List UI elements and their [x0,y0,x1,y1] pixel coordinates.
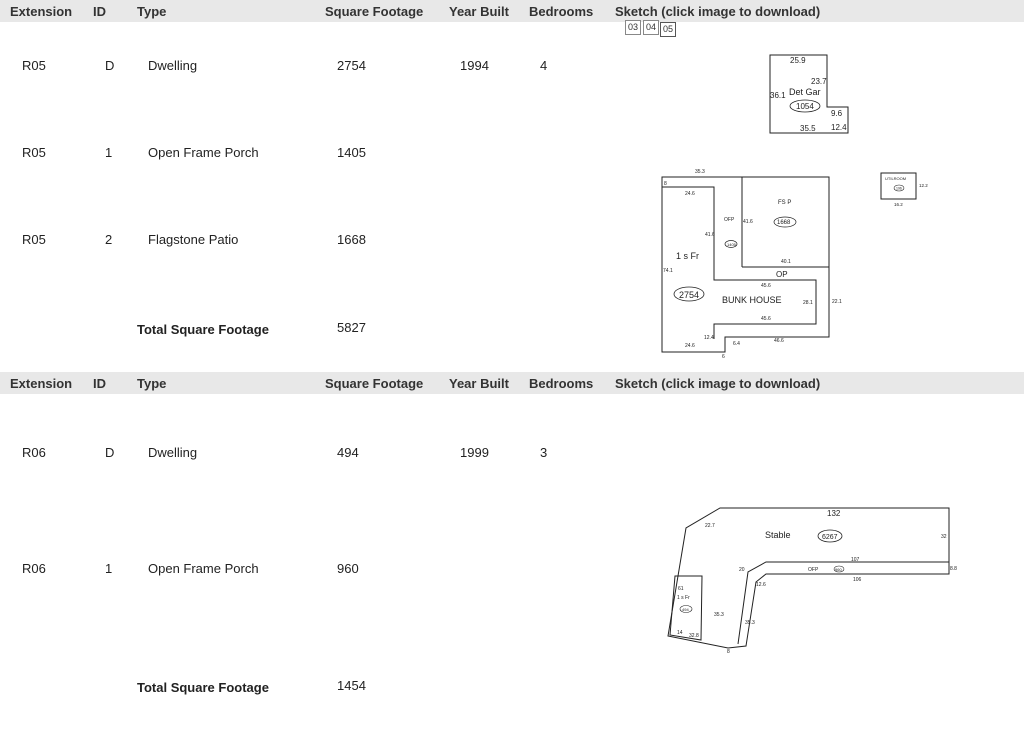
table-header-1 [0,0,1024,22]
cell-id: D [105,445,115,460]
total-square-footage-value: 5827 [337,320,366,335]
dim-label: 46.6 [774,338,784,344]
cell-type: Flagstone Patio [148,232,239,247]
cell-type: Open Frame Porch [148,145,259,160]
dim-label: 32.8 [689,633,699,639]
room-label: 1 s Fr [676,251,700,261]
cell-year-built: 1999 [460,445,489,460]
table-header-2 [0,372,1024,394]
dim-label: 6 [722,354,725,360]
room-label: 1 s Fr [677,595,690,601]
header-sketch: Sketch (click image to download) [615,4,821,19]
cell-extension: R05 [22,145,46,160]
utility-room-sketch[interactable] [878,170,938,210]
dim-label: 41.6 [705,232,715,238]
dim-label: 20 [739,567,745,573]
dim-label: 41.6 [743,219,753,225]
total-square-footage-label: Total Square Footage [137,322,269,337]
dim-label: 35.3 [745,620,755,626]
area-label: 1668 [777,220,791,226]
header-extension: Extension [10,376,73,391]
garage-sketch[interactable] [760,50,860,140]
dim-label: 35.3 [695,169,705,175]
cell-year-built: 1994 [460,58,489,73]
header-id: ID [93,4,106,19]
header-type: Type [137,376,167,391]
total-square-footage-label: Total Square Footage [137,680,269,695]
header-square-footage: Square Footage [325,4,424,19]
cell-id: D [105,58,115,73]
header-sketch: Sketch (click image to download) [615,376,821,391]
area-label: 196 [896,186,902,191]
room-label: FS P [778,200,792,206]
dim-label: 40.1 [781,259,791,265]
dim-label: 12.6 [756,582,766,588]
room-label: Det Gar [789,87,821,97]
room-label: OFP [808,567,819,573]
dim-label: 23.7 [811,77,827,86]
dim-label: 22.7 [705,523,715,529]
area-label: 960 [835,567,842,572]
header-year-built: Year Built [449,376,509,391]
header-square-footage: Square Footage [325,376,424,391]
dim-label: 35.3 [714,612,724,618]
house-sketch[interactable] [655,165,855,365]
cell-type: Open Frame Porch [148,561,259,576]
dim-label: 8 [664,181,667,187]
dim-label: 12.4 [831,123,847,132]
dim-label: 45.6 [761,316,771,322]
room-label: Stable [765,530,791,540]
cell-bedrooms: 3 [540,445,548,460]
dim-label: 14 [677,630,683,636]
dim-label: 6.4 [733,341,740,347]
room-label: BUNK HOUSE [722,295,782,305]
room-label: UTILROOM [885,176,907,181]
dim-label: 106 [853,577,862,583]
cell-id: 1 [105,561,113,576]
area-label: 6267 [822,534,838,541]
dim-label: 12.4 [704,335,714,341]
cell-extension: R06 [22,561,46,576]
dim-label: 16.2 [894,202,903,207]
room-label: OP [776,270,788,279]
page-tab-03[interactable]: 03 [625,20,641,35]
dim-label: 28.1 [803,300,813,306]
area-label: 1054 [796,102,814,111]
dim-label: 8.8 [950,566,957,572]
dim-label: 24.6 [685,191,695,197]
dim-label: 35.5 [800,124,816,133]
dim-label: 61 [678,586,684,592]
dim-label: 24.6 [685,343,695,349]
total-square-footage-value: 1454 [337,678,366,693]
room-label: OFP [724,217,735,223]
cell-type: Dwelling [148,445,198,460]
cell-extension: R05 [22,58,46,73]
cell-square-footage: 960 [337,561,359,576]
cell-id: 1 [105,145,113,160]
dim-label: 45.6 [761,283,771,289]
dim-label: 22.1 [832,299,842,305]
cell-square-footage: 494 [337,445,359,460]
dim-label: 25.9 [790,56,806,65]
dim-label: 74.1 [663,268,673,274]
cell-square-footage: 2754 [337,58,366,73]
header-id: ID [93,376,106,391]
cell-type: Dwelling [148,58,198,73]
header-type: Type [137,4,167,19]
cell-extension: R05 [22,232,46,247]
area-label: 494 [682,607,689,612]
cell-square-footage: 1405 [337,145,366,160]
stable-sketch[interactable] [660,500,970,660]
dim-label: 8 [727,649,730,655]
header-bedrooms: Bedrooms [529,376,594,391]
dim-label: 32 [941,534,947,540]
header-year-built: Year Built [449,4,509,19]
page-tab-05[interactable]: 05 [660,22,676,37]
area-label: 2754 [679,290,700,300]
cell-id: 2 [105,232,113,247]
header-extension: Extension [10,4,73,19]
dim-label: 132 [827,509,841,518]
dim-label: 107 [851,557,860,563]
area-label: 1405 [727,242,736,247]
dim-label: 36.1 [770,91,786,100]
cell-bedrooms: 4 [540,58,548,73]
dim-label: 9.6 [831,109,843,118]
page-tab-04[interactable]: 04 [643,20,659,35]
cell-extension: R06 [22,445,46,460]
header-bedrooms: Bedrooms [529,4,594,19]
dim-label: 12.2 [919,183,928,188]
cell-square-footage: 1668 [337,232,366,247]
